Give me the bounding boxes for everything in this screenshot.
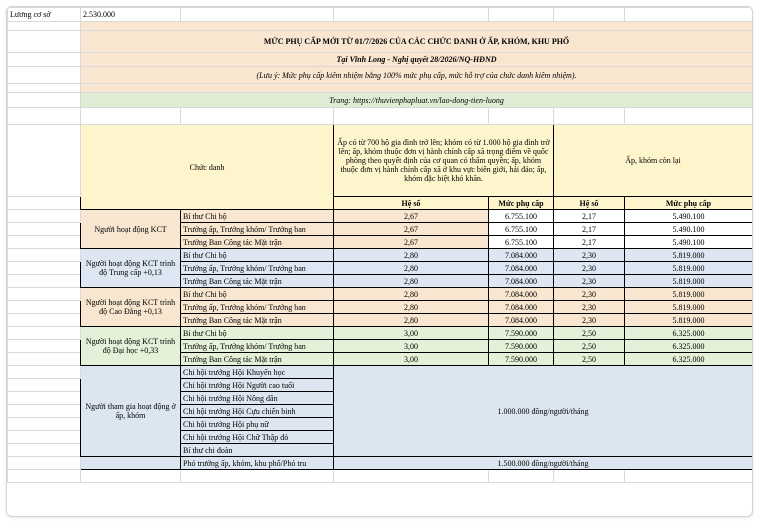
row-title[interactable]: Trưởng ấp, Trưởng khóm/ Trưởng ban: [181, 262, 334, 275]
cell-he-so-a[interactable]: 3,00: [334, 327, 489, 340]
cell-phu-cap-a[interactable]: 7.590.000: [489, 340, 554, 353]
cell-phu-cap-b[interactable]: 5.490.100: [625, 210, 753, 223]
cell-phu-cap-a[interactable]: 7.084.000: [489, 288, 554, 301]
base-salary-value[interactable]: 2.530.000: [81, 8, 181, 22]
participant-title[interactable]: Chi hội trưởng Hội Chữ Thập đỏ: [181, 431, 334, 444]
cell-he-so-a[interactable]: 2,80: [334, 275, 489, 288]
participant-title[interactable]: Chi hội trưởng Hội Khuyến học: [181, 366, 334, 379]
header-group-a[interactable]: Ấp có từ 700 hộ gia đình trở lên; khóm có từ 1.000 hộ gia đình trở lên; ấp, khóm thuộc đơn vị hành chính cấp xã trọng điểm về quốc phòng theo quyết định của cơ quan có thẩm quyền; ấp, khóm thuộc đơn vị hành chính cấp xã ở khu vực biên giới, hải đảo; ấp, khóm đặc biệt khó khăn.: [334, 125, 554, 197]
cell-phu-cap-a[interactable]: 7.590.000: [489, 327, 554, 340]
cell-phu-cap-b[interactable]: 5.819.000: [625, 262, 753, 275]
spreadsheet-grid: [7, 7, 753, 483]
header-group-b[interactable]: Ấp, khóm còn lại: [554, 125, 753, 197]
group-name[interactable]: Người hoạt động KCT trình độ Cao Đẳng +0,13: [81, 288, 181, 327]
page-note[interactable]: (Lưu ý: Mức phụ cấp kiêm nhiệm bằng 100% mức phụ cấp, mức hỗ trợ của chức danh kiêm nhiệm).: [81, 67, 753, 84]
cell-phu-cap-b[interactable]: 5.819.000: [625, 275, 753, 288]
cell-phu-cap-a[interactable]: 7.084.000: [489, 275, 554, 288]
cell-he-so-b[interactable]: 2,17: [554, 236, 625, 249]
cell-phu-cap-a[interactable]: 7.084.000: [489, 262, 554, 275]
participant-title-last[interactable]: Phó trưởng ấp, khóm, khu phố/Phó tru: [181, 457, 334, 470]
cell-he-so-b[interactable]: 2,50: [554, 327, 625, 340]
spreadsheet-window: [6, 6, 753, 517]
group-name[interactable]: Người hoạt động KCT trình độ Trung cấp +0,13: [81, 249, 181, 288]
group-name[interactable]: Người hoạt động KCT: [81, 210, 181, 249]
row-title[interactable]: Trưởng Ban Công tác Mặt trận: [181, 353, 334, 366]
cell-he-so-b[interactable]: 2,30: [554, 262, 625, 275]
cell-phu-cap-b[interactable]: 5.490.100: [625, 236, 753, 249]
cell-he-so-b[interactable]: 2,50: [554, 340, 625, 353]
row-title[interactable]: Bí thư Chi bộ: [181, 327, 334, 340]
cell-phu-cap-a[interactable]: 7.084.000: [489, 249, 554, 262]
page-subtitle[interactable]: Tại Vĩnh Long - Nghị quyết 28/2026/NQ-HĐND: [81, 53, 753, 67]
cell-phu-cap-a[interactable]: 7.084.000: [489, 301, 554, 314]
row-title[interactable]: Trưởng ấp, Trưởng khóm/ Trưởng ban: [181, 340, 334, 353]
cell-he-so-a[interactable]: 2,80: [334, 249, 489, 262]
cell-he-so-b[interactable]: 2,30: [554, 288, 625, 301]
row-title[interactable]: Trưởng ấp, Trưởng khóm/ Trưởng ban: [181, 223, 334, 236]
header-he-so-a[interactable]: Hệ số: [334, 197, 489, 210]
group-name[interactable]: Người hoạt động KCT trình độ Đại học +0,33: [81, 327, 181, 366]
cell-phu-cap-a[interactable]: 6.755.100: [489, 223, 554, 236]
cell-he-so-a[interactable]: 2,80: [334, 262, 489, 275]
cell-phu-cap-b[interactable]: 6.325.000: [625, 327, 753, 340]
row-title[interactable]: Bí thư Chi bộ: [181, 210, 334, 223]
base-salary-label[interactable]: Lương cơ sở: [8, 8, 81, 22]
row-title[interactable]: Trưởng Ban Công tác Mặt trận: [181, 275, 334, 288]
cell-he-so-a[interactable]: 2,67: [334, 210, 489, 223]
row-title[interactable]: Trưởng Ban Công tác Mặt trận: [181, 314, 334, 327]
cell-he-so-a[interactable]: 2,80: [334, 314, 489, 327]
header-he-so-b[interactable]: Hệ số: [554, 197, 625, 210]
cell-he-so-a[interactable]: 2,67: [334, 223, 489, 236]
cell-phu-cap-b[interactable]: 5.819.000: [625, 288, 753, 301]
cell-he-so-a[interactable]: 2,67: [334, 236, 489, 249]
cell-phu-cap-b[interactable]: 5.819.000: [625, 249, 753, 262]
row-title[interactable]: Bí thư Chi bộ: [181, 288, 334, 301]
cell-phu-cap-b[interactable]: 5.819.000: [625, 314, 753, 327]
cell-he-so-b[interactable]: 2,50: [554, 353, 625, 366]
cell-he-so-b[interactable]: 2,17: [554, 223, 625, 236]
cell-he-so-b[interactable]: 2,30: [554, 314, 625, 327]
page-title[interactable]: MỨC PHỤ CẤP MỚI TỪ 01/7/2026 CỦA CÁC CHỨC DANH Ở ẤP, KHÓM, KHU PHỐ: [81, 31, 753, 53]
row-title[interactable]: Trưởng ấp, Trưởng khóm/ Trưởng ban: [181, 301, 334, 314]
row-title[interactable]: Trưởng Ban Công tác Mặt trận: [181, 236, 334, 249]
cell-he-so-a[interactable]: 3,00: [334, 340, 489, 353]
cell-he-so-b[interactable]: 2,30: [554, 275, 625, 288]
cell-phu-cap-a[interactable]: 6.755.100: [489, 210, 554, 223]
cell-phu-cap-b[interactable]: 5.819.000: [625, 301, 753, 314]
participants-last-amount[interactable]: 1.500.000 đồng/người/tháng: [334, 457, 753, 470]
participant-title[interactable]: Chi hội trưởng Hội phụ nữ: [181, 418, 334, 431]
cell-he-so-b[interactable]: 2,30: [554, 249, 625, 262]
participants-amount[interactable]: 1.000.000 đồng/người/tháng: [334, 366, 753, 457]
cell-he-so-b[interactable]: 2,17: [554, 210, 625, 223]
source-link[interactable]: Trang: https://thuvienphapluat.vn/lao-dong-tien-luong: [81, 93, 753, 108]
participant-title[interactable]: Chi hội trưởng Hội Cựu chiến binh: [181, 405, 334, 418]
participant-title[interactable]: Bí thư chi đoàn: [181, 444, 334, 457]
cell-phu-cap-a[interactable]: 7.590.000: [489, 353, 554, 366]
header-muc-phu-cap-b[interactable]: Mức phụ cấp: [625, 197, 753, 210]
cell-phu-cap-b[interactable]: 6.325.000: [625, 340, 753, 353]
cell-phu-cap-b[interactable]: 5.490.100: [625, 223, 753, 236]
cell-he-so-b[interactable]: 2,30: [554, 301, 625, 314]
cell-he-so-a[interactable]: 2,80: [334, 301, 489, 314]
header-muc-phu-cap-a[interactable]: Mức phụ cấp: [489, 197, 554, 210]
cell-he-so-a[interactable]: 2,80: [334, 288, 489, 301]
participant-title[interactable]: Chi hội trưởng Hội Người cao tuổi: [181, 379, 334, 392]
participant-title[interactable]: Chi hội trưởng Hội Nông dân: [181, 392, 334, 405]
cell-he-so-a[interactable]: 3,00: [334, 353, 489, 366]
header-chuc-danh[interactable]: Chức danh: [81, 125, 334, 210]
cell-phu-cap-b[interactable]: 6.325.000: [625, 353, 753, 366]
row-title[interactable]: Bí thư Chi bộ: [181, 249, 334, 262]
cell-phu-cap-a[interactable]: 6.755.100: [489, 236, 554, 249]
cell-phu-cap-a[interactable]: 7.084.000: [489, 314, 554, 327]
participants-name[interactable]: Người tham gia hoạt động ở ấp, khóm: [81, 366, 181, 457]
